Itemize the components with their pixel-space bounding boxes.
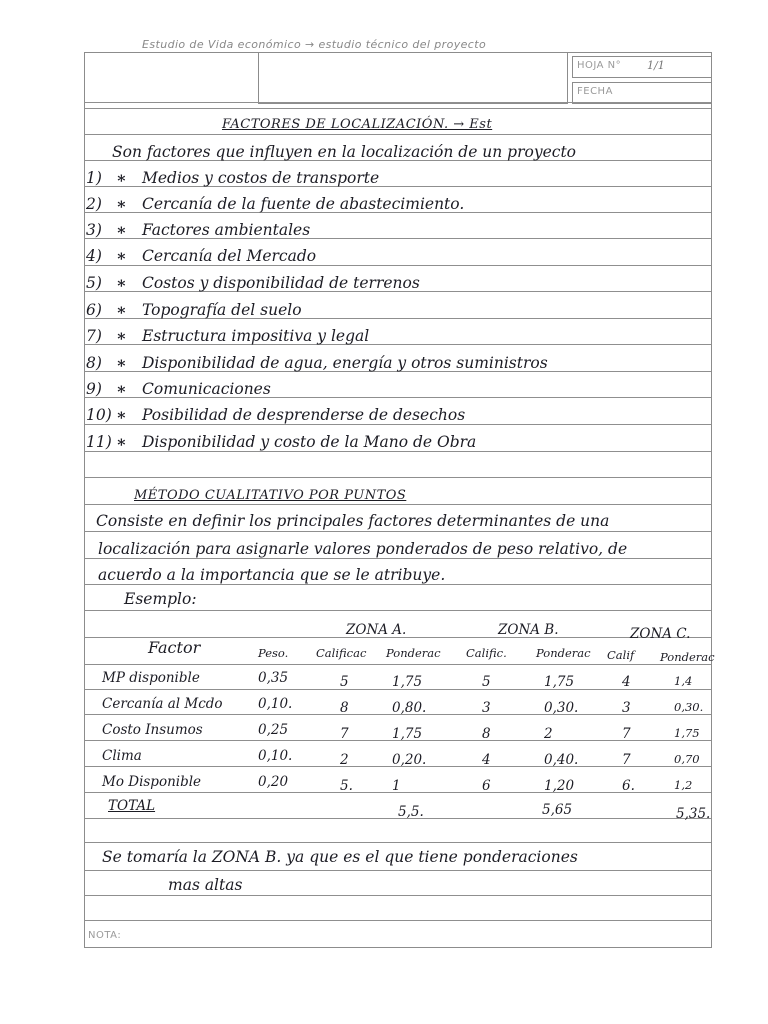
ruled-line	[84, 504, 711, 505]
table-cell-pb: 2	[544, 726, 553, 742]
table-cell-pa: 0,20.	[392, 752, 427, 768]
asterisk-icon: ∗	[116, 326, 127, 345]
ruled-line	[84, 664, 711, 665]
table-cell-pa: 1	[392, 778, 401, 794]
table-cell-pb: 1,75	[544, 674, 575, 690]
factor-number: 5)	[86, 274, 102, 292]
ruled-line	[84, 531, 711, 532]
table-cell-ca: 2	[340, 752, 349, 768]
table-cell-peso: 0,10.	[258, 748, 293, 764]
asterisk-icon: ∗	[116, 432, 127, 451]
ruled-line	[84, 895, 711, 896]
factor-text: Costos y disponibilidad de terrenos	[142, 274, 420, 292]
factor-text: Cercanía del Mercado	[142, 247, 317, 265]
ruled-line	[84, 842, 711, 843]
hoja-box	[572, 56, 712, 78]
factor-number: 10)	[86, 406, 112, 424]
table-cell-pc: 0,70	[674, 752, 700, 766]
factor-item	[86, 273, 420, 292]
factor-item	[86, 168, 379, 187]
table-cell-pb: 0,30.	[544, 700, 579, 716]
hoja-label: HOJA N°	[577, 60, 622, 71]
total-label: TOTAL	[108, 798, 156, 814]
table-cell-cc: 7	[622, 752, 631, 768]
factor-text: Factores ambientales	[142, 221, 311, 239]
factor-item	[86, 405, 465, 424]
asterisk-icon: ∗	[116, 194, 127, 213]
col-header-calif-b: Calific.	[466, 646, 507, 660]
zone-a-label: ZONA A.	[346, 622, 407, 638]
table-cell-cb: 3	[482, 700, 491, 716]
factor-item	[86, 246, 316, 265]
table-cell-pc: 1,75	[674, 726, 700, 740]
factor-number: 3)	[86, 221, 102, 239]
table-cell-ca: 7	[340, 726, 349, 742]
factor-item	[86, 432, 476, 451]
fecha-label: FECHA	[577, 86, 613, 97]
factor-number: 9)	[86, 380, 102, 398]
col-header-calif-c: Calif	[607, 648, 635, 662]
table-cell-cc: 7	[622, 726, 631, 742]
factor-item	[86, 194, 464, 213]
header-center-box	[258, 52, 568, 104]
factor-number: 8)	[86, 354, 102, 372]
factor-text: Cercanía de la fuente de abastecimiento.	[142, 195, 465, 213]
table-cell-cb: 6	[482, 778, 491, 794]
metodo-line-1: Consiste en definir los principales factores determinantes de una	[96, 512, 610, 530]
factor-item	[86, 379, 271, 398]
metodo-title: MÉTODO CUALITATIVO POR PUNTOS	[134, 488, 407, 503]
factor-number: 7)	[86, 327, 102, 345]
col-header-calif-a: Calificac	[316, 646, 367, 660]
table-cell-pa: 1,75	[392, 726, 423, 742]
conclusion-line-2: mas altas	[168, 876, 243, 894]
table-cell-ca: 5.	[340, 778, 353, 794]
table-cell-ca: 8	[340, 700, 349, 716]
ruled-line	[84, 108, 711, 109]
nota-label: NOTA:	[88, 930, 122, 941]
table-cell-pa: 1,75	[392, 674, 423, 690]
ruled-line	[84, 134, 711, 135]
factor-text: Topografía del suelo	[142, 301, 302, 319]
table-cell-factor: Mo Disponible	[102, 774, 202, 790]
factor-item	[86, 353, 548, 372]
example-label: Esemplo:	[124, 590, 197, 608]
metodo-line-3: acuerdo a la importancia que se le atribuye.	[98, 566, 446, 584]
metodo-line-2: localización para asignarle valores ponderados de peso relativo, de	[98, 540, 628, 558]
asterisk-icon: ∗	[116, 300, 127, 319]
table-cell-cc: 6.	[622, 778, 635, 794]
factores-intro: Son factores que influyen en la localización de un proyecto	[112, 143, 577, 161]
ruled-line	[84, 424, 711, 425]
table-cell-pa: 0,80.	[392, 700, 427, 716]
factor-item	[86, 300, 302, 319]
table-cell-peso: 0,25	[258, 722, 289, 738]
table-cell-factor: Clima	[102, 748, 142, 764]
factor-item	[86, 326, 369, 345]
header-title: Estudio de Vida económico → estudio técnico del proyecto	[142, 38, 487, 51]
table-cell-pc: 1,4	[674, 674, 693, 688]
col-header-ponder-b: Ponderac	[536, 646, 591, 660]
factores-title: FACTORES DE LOCALIZACIÓN. → Est	[222, 117, 493, 132]
table-cell-pc: 0,30.	[674, 700, 704, 714]
factor-number: 1)	[86, 169, 102, 187]
asterisk-icon: ∗	[116, 353, 127, 372]
col-header-ponder-c: Ponderac	[660, 650, 715, 664]
ruled-line	[84, 477, 711, 478]
table-cell-pb: 0,40.	[544, 752, 579, 768]
zone-c-label: ZONA C.	[630, 626, 691, 642]
asterisk-icon: ∗	[116, 405, 127, 424]
table-cell-pc: 1,2	[674, 778, 693, 792]
table-cell-cb: 8	[482, 726, 491, 742]
hoja-value: 1/1	[647, 59, 665, 72]
asterisk-icon: ∗	[116, 168, 127, 187]
table-cell-cc: 4	[622, 674, 631, 690]
total-zone-c: 5,35.	[676, 806, 711, 822]
ruled-line	[84, 558, 711, 559]
table-cell-cb: 5	[482, 674, 491, 690]
zone-b-label: ZONA B.	[498, 622, 559, 638]
ruled-line	[84, 265, 711, 266]
ruled-line	[84, 102, 711, 103]
ruled-line	[84, 870, 711, 871]
table-cell-factor: Costo Insumos	[102, 722, 203, 738]
total-zone-a: 5,5.	[398, 804, 424, 820]
factor-number: 11)	[86, 433, 112, 451]
table-cell-peso: 0,35	[258, 670, 289, 686]
factor-number: 6)	[86, 301, 102, 319]
table-cell-cb: 4	[482, 752, 491, 768]
table-cell-peso: 0,10.	[258, 696, 293, 712]
factor-number: 2)	[86, 195, 102, 213]
fecha-box	[572, 82, 712, 104]
table-cell-cc: 3	[622, 700, 631, 716]
ruled-line	[84, 610, 711, 611]
table-cell-factor: MP disponible	[102, 670, 200, 686]
table-cell-ca: 5	[340, 674, 349, 690]
table-cell-pb: 1,20	[544, 778, 575, 794]
factor-text: Medios y costos de transporte	[142, 169, 380, 187]
conclusion-line-1: Se tomaría la ZONA B. ya que es el que tiene ponderaciones	[102, 848, 578, 866]
asterisk-icon: ∗	[116, 246, 127, 265]
col-header-peso: Peso.	[258, 646, 289, 660]
col-header-factor: Factor	[148, 638, 201, 657]
factor-number: 4)	[86, 247, 102, 265]
ruled-line	[84, 451, 711, 452]
asterisk-icon: ∗	[116, 379, 127, 398]
total-zone-b: 5,65	[542, 802, 573, 818]
factor-text: Disponibilidad de agua, energía y otros suministros	[142, 354, 548, 372]
ruled-line	[84, 920, 711, 921]
factor-text: Estructura impositiva y legal	[142, 327, 370, 345]
factor-text: Posibilidad de desprenderse de desechos	[142, 406, 466, 424]
col-header-ponder-a: Ponderac	[386, 646, 441, 660]
asterisk-icon: ∗	[116, 273, 127, 292]
table-cell-factor: Cercanía al Mcdo	[102, 696, 223, 712]
ruled-line	[84, 584, 711, 585]
table-cell-peso: 0,20	[258, 774, 289, 790]
asterisk-icon: ∗	[116, 220, 127, 239]
factor-text: Comunicaciones	[142, 380, 271, 398]
factor-item	[86, 220, 310, 239]
factor-text: Disponibilidad y costo de la Mano de Obra	[142, 433, 477, 451]
